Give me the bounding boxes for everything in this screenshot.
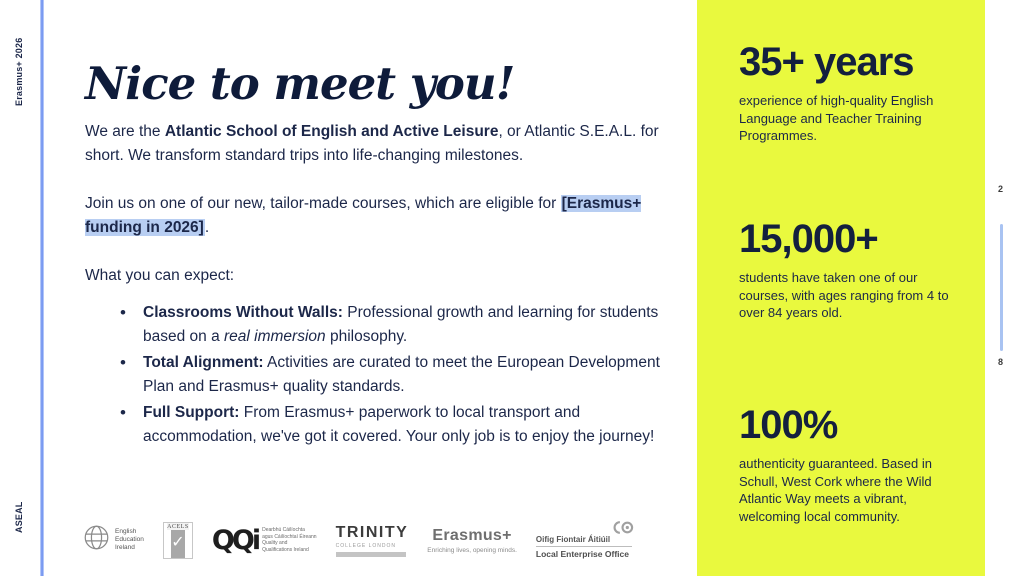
join-run-1: Join us on one of our new, tailor-made courses, which are eligible for xyxy=(85,195,561,213)
erasmus-tagline: Enriching lives, opening minds. xyxy=(427,546,517,554)
bullet-text: philosophy. xyxy=(325,328,408,346)
globe-icon xyxy=(83,524,110,556)
bullet-text: Activities are curated to meet the European Development Plan and Erasmus+ quality standards. xyxy=(143,354,660,396)
page-number-top: 2 xyxy=(998,184,1004,194)
expect-label: What you can expect: xyxy=(85,267,235,285)
eei-line: Education xyxy=(115,536,144,543)
stat-value: 35+ years xyxy=(739,40,914,84)
leo-english-name: Local Enterprise Office xyxy=(535,549,629,559)
stat-description: authenticity guaranteed. Based in Schull, West Cork where the Wild Atlantic Way meets a vibrant, welcoming local community. xyxy=(739,456,932,524)
bullet-title: Classrooms Without Walls: xyxy=(143,304,343,322)
list-item-support xyxy=(143,401,663,449)
stat-description: students have taken one of our courses, with ages ranging from 4 to over 84 years old. xyxy=(739,270,949,320)
leo-irish-name: Oifig Fiontair Áitiúil xyxy=(535,535,611,544)
stat-authenticity xyxy=(739,403,965,525)
erasmus-funding-highlight: [Erasmus+ funding in 2026] xyxy=(85,195,642,237)
qqi-line: Dearbhú Cáilíochta xyxy=(262,527,305,533)
list-item-classrooms xyxy=(143,301,663,349)
qqi-line: Qualifications Ireland xyxy=(262,546,309,553)
qqi-logo xyxy=(212,525,317,556)
trinity-college-logo xyxy=(336,524,409,557)
qqi-mark-icon: QQi xyxy=(211,524,259,556)
leo-co-icon xyxy=(610,519,634,541)
intro-run-1: We are the xyxy=(85,123,165,141)
intro-paragraph xyxy=(85,120,677,168)
bullet-title: Full Support: xyxy=(143,404,240,422)
stats-panel xyxy=(697,0,985,576)
expect-list xyxy=(85,301,677,449)
bullet-title: Total Alignment: xyxy=(143,354,264,372)
leo-divider xyxy=(536,546,632,547)
list-item-alignment xyxy=(143,351,663,399)
eei-line: Ireland xyxy=(115,544,135,551)
slide-content xyxy=(85,0,677,451)
stat-value: 15,000+ xyxy=(739,217,878,261)
stat-students xyxy=(739,217,965,322)
eei-line: English xyxy=(115,528,137,535)
intro-run-2: , or Atlantic S.E.A.L. for short. We transform standard trips into life-changing milestones. xyxy=(85,123,659,165)
bullet-text: Professional growth and learning for students based on a xyxy=(143,304,659,346)
acels-badge xyxy=(163,522,193,559)
join-run-2: . xyxy=(204,219,210,237)
erasmus-plus-logo xyxy=(427,527,517,554)
school-name-bold: Atlantic School of English and Active Leisure xyxy=(164,123,499,141)
page-number-bottom: 8 xyxy=(998,357,1004,367)
qqi-line: Quality and xyxy=(262,540,288,546)
left-rail-bottom-label: ASEAL xyxy=(14,501,24,533)
english-education-ireland-logo xyxy=(83,524,144,556)
stat-years xyxy=(739,40,965,145)
margin-guide-line xyxy=(40,0,44,576)
accreditation-logos xyxy=(83,512,643,568)
join-paragraph xyxy=(85,192,677,240)
trinity-bar xyxy=(336,552,406,557)
scrollbar-thumb[interactable] xyxy=(1000,224,1003,351)
checkmark-icon: ✓ xyxy=(171,530,184,558)
bullet-italic: real immersion xyxy=(224,328,326,346)
trinity-subtitle: COLLEGE LONDON xyxy=(335,542,396,549)
acels-label: ACELS xyxy=(167,523,189,530)
trinity-title: TRINITY xyxy=(335,523,409,541)
erasmus-title: Erasmus+ xyxy=(432,526,512,544)
bullet-text: From Erasmus+ paperwork to local transport and accommodation, we've got it covered. Your only job is to enjoy the journey! xyxy=(143,404,655,446)
stat-description: experience of high-quality English Language and Teacher Training Programmes. xyxy=(739,93,934,143)
qqi-line: agus Cáilíochtaí Éireann xyxy=(262,533,317,540)
local-enterprise-office-logo xyxy=(536,521,632,559)
stat-value: 100% xyxy=(739,403,838,447)
left-rail-top-label: Erasmus+ 2026 xyxy=(14,37,24,106)
page-title: Nice to meet you! xyxy=(85,57,515,110)
